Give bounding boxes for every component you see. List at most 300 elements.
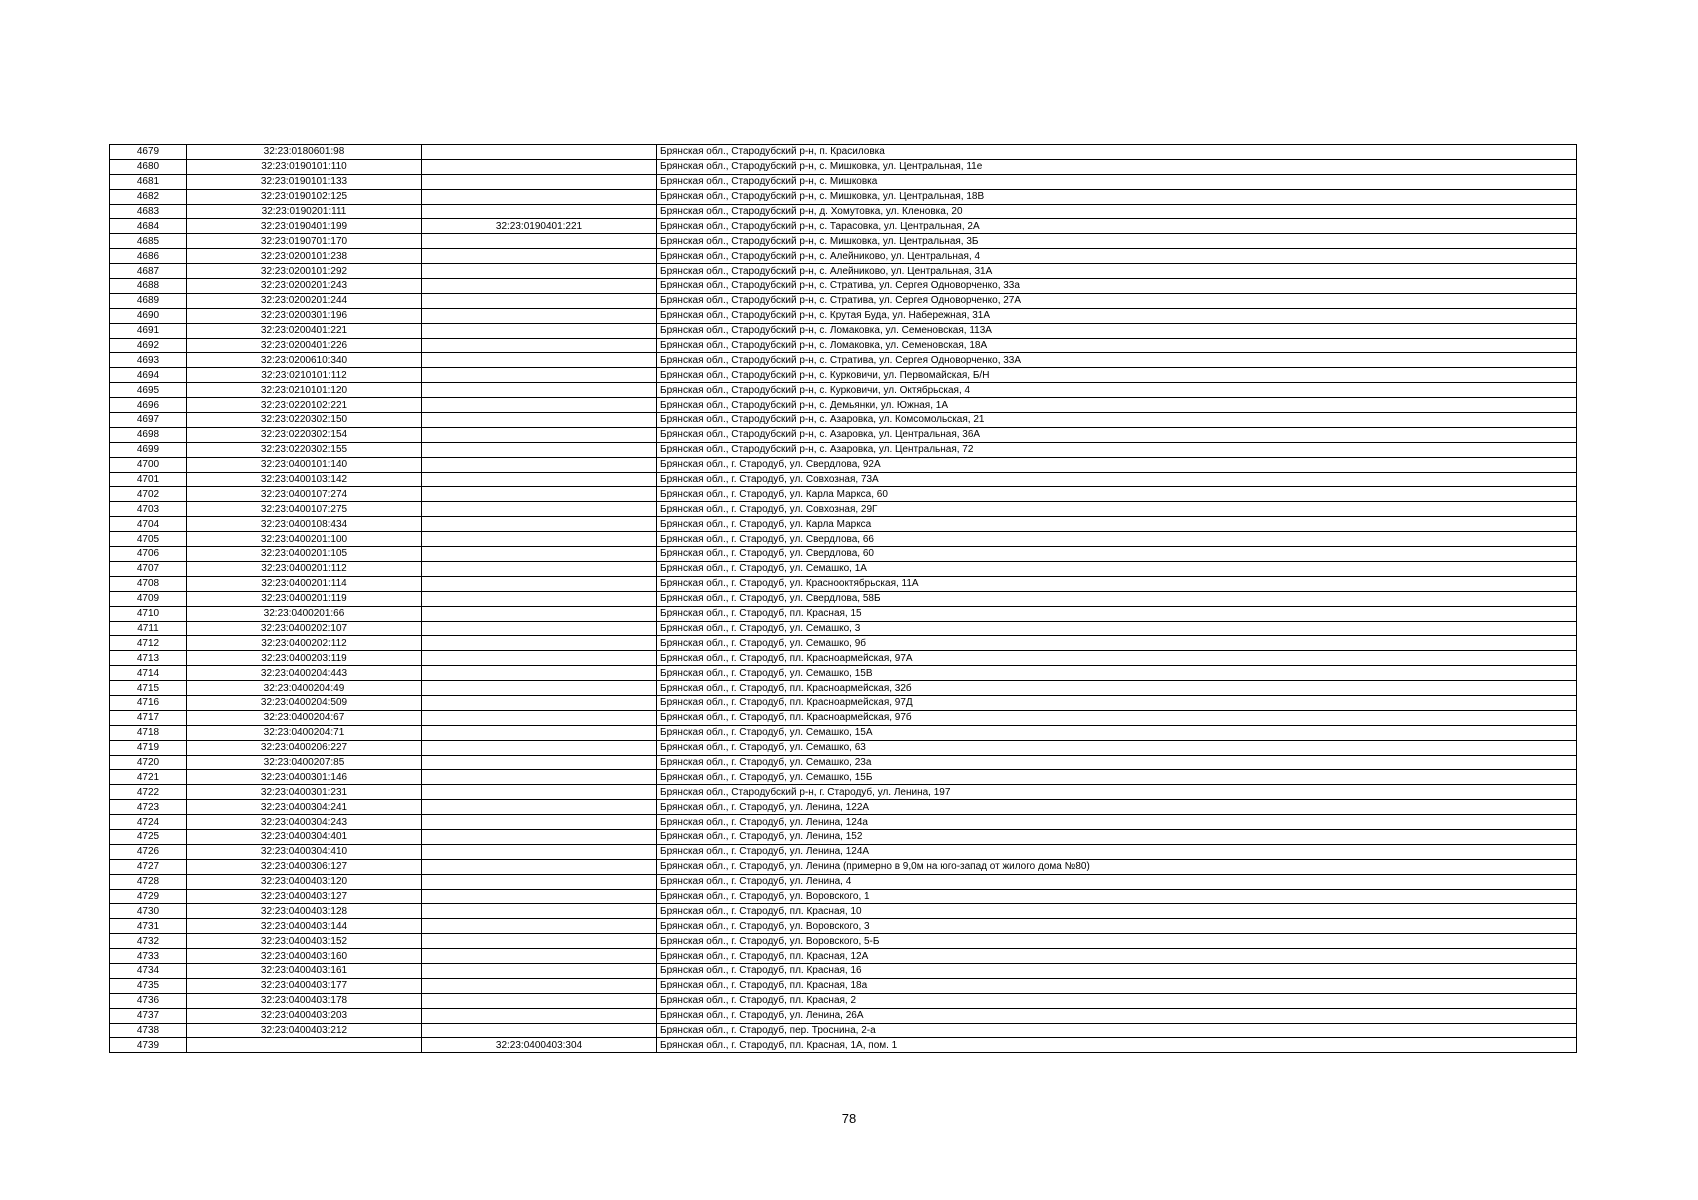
related-cadastral-number-cell: [422, 978, 657, 993]
row-number-cell: 4684: [110, 219, 187, 234]
address-cell: Брянская обл., г. Стародуб, пл. Красная, 16: [657, 963, 1577, 978]
address-cell: Брянская обл., г. Стародуб, ул. Ленина, 26А: [657, 1008, 1577, 1023]
table-row: [110, 829, 1577, 844]
row-number-cell: 4732: [110, 934, 187, 949]
row-number-cell: 4680: [110, 159, 187, 174]
address-cell: Брянская обл., г. Стародуб, ул. Краснооктябрьская, 11А: [657, 576, 1577, 591]
address-cell: Брянская обл., г. Стародуб, ул. Семашко, 23а: [657, 755, 1577, 770]
row-number-cell: 4735: [110, 978, 187, 993]
table-row: [110, 219, 1577, 234]
row-number-cell: 4683: [110, 204, 187, 219]
related-cadastral-number-cell: [422, 681, 657, 696]
address-cell: Брянская обл., Стародубский р-н, с. Мишковка, ул. Центральная, 18В: [657, 189, 1577, 204]
row-number-cell: 4688: [110, 279, 187, 294]
address-cell: Брянская обл., Стародубский р-н, с. Мишковка, ул. Центральная, 11е: [657, 159, 1577, 174]
related-cadastral-number-cell: [422, 368, 657, 383]
row-number-cell: 4720: [110, 755, 187, 770]
row-number-cell: 4681: [110, 174, 187, 189]
address-cell: Брянская обл., г. Стародуб, пл. Красноармейская, 97Д: [657, 695, 1577, 710]
related-cadastral-number-cell: [422, 740, 657, 755]
cadastral-number-cell: 32:23:0400403:212: [187, 1023, 422, 1038]
address-cell: Брянская обл., Стародубский р-н, с. Алейниково, ул. Центральная, 4: [657, 249, 1577, 264]
registry-table-container: [109, 144, 1576, 1053]
row-number-cell: 4695: [110, 383, 187, 398]
row-number-cell: 4696: [110, 398, 187, 413]
row-number-cell: 4707: [110, 561, 187, 576]
cadastral-number-cell: 32:23:0400204:49: [187, 681, 422, 696]
address-cell: Брянская обл., г. Стародуб, пл. Красная, 1А, пом. 1: [657, 1038, 1577, 1053]
related-cadastral-number-cell: [422, 234, 657, 249]
row-number-cell: 4739: [110, 1038, 187, 1053]
table-row: [110, 1038, 1577, 1053]
related-cadastral-number-cell: [422, 651, 657, 666]
table-row: [110, 1023, 1577, 1038]
cadastral-number-cell: 32:23:0200101:292: [187, 264, 422, 279]
cadastral-number-cell: 32:23:0400403:203: [187, 1008, 422, 1023]
related-cadastral-number-cell: [422, 725, 657, 740]
address-cell: Брянская обл., г. Стародуб, пер. Троснина, 2-а: [657, 1023, 1577, 1038]
address-cell: Брянская обл., г. Стародуб, пл. Красная, 12А: [657, 949, 1577, 964]
cadastral-number-cell: 32:23:0400204:67: [187, 710, 422, 725]
table-row: [110, 398, 1577, 413]
address-cell: Брянская обл., г. Стародуб, пл. Красноармейская, 97А: [657, 651, 1577, 666]
row-number-cell: 4731: [110, 919, 187, 934]
address-cell: Брянская обл., г. Стародуб, ул. Ленина, 4: [657, 874, 1577, 889]
address-cell: Брянская обл., г. Стародуб, ул. Ленина, 122А: [657, 800, 1577, 815]
table-row: [110, 621, 1577, 636]
related-cadastral-number-cell: [422, 189, 657, 204]
cadastral-number-cell: 32:23:0210101:120: [187, 383, 422, 398]
table-row: [110, 457, 1577, 472]
table-row: [110, 874, 1577, 889]
related-cadastral-number-cell: [422, 145, 657, 160]
row-number-cell: 4722: [110, 785, 187, 800]
table-row: [110, 353, 1577, 368]
related-cadastral-number-cell: [422, 710, 657, 725]
registry-table: [109, 144, 1577, 1053]
table-row: [110, 844, 1577, 859]
related-cadastral-number-cell: [422, 427, 657, 442]
table-row: [110, 532, 1577, 547]
table-row: [110, 547, 1577, 562]
address-cell: Брянская обл., Стародубский р-н, п. Красиловка: [657, 145, 1577, 160]
row-number-cell: 4712: [110, 636, 187, 651]
related-cadastral-number-cell: [422, 904, 657, 919]
table-row: [110, 413, 1577, 428]
cadastral-number-cell: 32:23:0400203:119: [187, 651, 422, 666]
table-row: [110, 293, 1577, 308]
table-row: [110, 725, 1577, 740]
table-row: [110, 859, 1577, 874]
related-cadastral-number-cell: [422, 785, 657, 800]
table-row: [110, 695, 1577, 710]
row-number-cell: 4704: [110, 517, 187, 532]
table-row: [110, 561, 1577, 576]
address-cell: Брянская обл., г. Стародуб, пл. Красноармейская, 97б: [657, 710, 1577, 725]
row-number-cell: 4730: [110, 904, 187, 919]
row-number-cell: 4728: [110, 874, 187, 889]
cadastral-number-cell: 32:23:0400304:401: [187, 829, 422, 844]
cadastral-number-cell: 32:23:0190101:110: [187, 159, 422, 174]
row-number-cell: 4733: [110, 949, 187, 964]
address-cell: Брянская обл., г. Стародуб, ул. Совхозная, 29Г: [657, 502, 1577, 517]
cadastral-number-cell: 32:23:0190101:133: [187, 174, 422, 189]
table-row: [110, 591, 1577, 606]
related-cadastral-number-cell: [422, 874, 657, 889]
row-number-cell: 4719: [110, 740, 187, 755]
table-row: [110, 174, 1577, 189]
related-cadastral-number-cell: 32:23:0190401:221: [422, 219, 657, 234]
table-row: [110, 755, 1577, 770]
table-row: [110, 442, 1577, 457]
cadastral-number-cell: 32:23:0400301:146: [187, 770, 422, 785]
table-row: [110, 681, 1577, 696]
table-row: [110, 279, 1577, 294]
row-number-cell: 4702: [110, 487, 187, 502]
cadastral-number-cell: 32:23:0220302:150: [187, 413, 422, 428]
table-row: [110, 264, 1577, 279]
table-row: [110, 234, 1577, 249]
related-cadastral-number-cell: [422, 338, 657, 353]
related-cadastral-number-cell: [422, 472, 657, 487]
address-cell: Брянская обл., Стародубский р-н, с. Ломаковка, ул. Семеновская, 18А: [657, 338, 1577, 353]
row-number-cell: 4736: [110, 993, 187, 1008]
row-number-cell: 4692: [110, 338, 187, 353]
cadastral-number-cell: 32:23:0190102:125: [187, 189, 422, 204]
cadastral-number-cell: 32:23:0200301:196: [187, 308, 422, 323]
row-number-cell: 4737: [110, 1008, 187, 1023]
related-cadastral-number-cell: [422, 636, 657, 651]
related-cadastral-number-cell: [422, 487, 657, 502]
address-cell: Брянская обл., Стародубский р-н, д. Хомутовка, ул. Кленовка, 20: [657, 204, 1577, 219]
cadastral-number-cell: 32:23:0400201:112: [187, 561, 422, 576]
table-row: [110, 502, 1577, 517]
row-number-cell: 4687: [110, 264, 187, 279]
address-cell: Брянская обл., г. Стародуб, ул. Семашко, 63: [657, 740, 1577, 755]
address-cell: Брянская обл., Стародубский р-н, с. Мишковка, ул. Центральная, 3Б: [657, 234, 1577, 249]
row-number-cell: 4715: [110, 681, 187, 696]
table-row: [110, 472, 1577, 487]
address-cell: Брянская обл., Стародубский р-н, с. Курковичи, ул. Октябрьская, 4: [657, 383, 1577, 398]
cadastral-number-cell: 32:23:0200201:243: [187, 279, 422, 294]
address-cell: Брянская обл., Стародубский р-н, с. Тарасовка, ул. Центральная, 2А: [657, 219, 1577, 234]
related-cadastral-number-cell: [422, 249, 657, 264]
row-number-cell: 4723: [110, 800, 187, 815]
row-number-cell: 4698: [110, 427, 187, 442]
related-cadastral-number-cell: [422, 934, 657, 949]
address-cell: Брянская обл., г. Стародуб, ул. Семашко, 3: [657, 621, 1577, 636]
cadastral-number-cell: 32:23:0200401:221: [187, 323, 422, 338]
row-number-cell: 4721: [110, 770, 187, 785]
related-cadastral-number-cell: [422, 829, 657, 844]
row-number-cell: 4717: [110, 710, 187, 725]
table-row: [110, 919, 1577, 934]
table-row: [110, 338, 1577, 353]
cadastral-number-cell: 32:23:0400204:509: [187, 695, 422, 710]
address-cell: Брянская обл., Стародубский р-н, с. Курковичи, ул. Первомайская, Б/Н: [657, 368, 1577, 383]
row-number-cell: 4703: [110, 502, 187, 517]
address-cell: Брянская обл., г. Стародуб, пл. Красная, 18а: [657, 978, 1577, 993]
address-cell: Брянская обл., Стародубский р-н, с. Алейниково, ул. Центральная, 31А: [657, 264, 1577, 279]
address-cell: Брянская обл., г. Стародуб, ул. Свердлова, 58Б: [657, 591, 1577, 606]
address-cell: Брянская обл., г. Стародуб, ул. Семашко, 15Б: [657, 770, 1577, 785]
address-cell: Брянская обл., Стародубский р-н, с. Стратива, ул. Сергея Одноворченко, 33А: [657, 353, 1577, 368]
address-cell: Брянская обл., г. Стародуб, пл. Красноармейская, 32б: [657, 681, 1577, 696]
table-row: [110, 651, 1577, 666]
row-number-cell: 4708: [110, 576, 187, 591]
row-number-cell: 4693: [110, 353, 187, 368]
address-cell: Брянская обл., г. Стародуб, ул. Ленина, 124А: [657, 844, 1577, 859]
table-row: [110, 889, 1577, 904]
address-cell: Брянская обл., г. Стародуб, ул. Семашко, 15А: [657, 725, 1577, 740]
address-cell: Брянская обл., г. Стародуб, ул. Семашко, 1А: [657, 561, 1577, 576]
address-cell: Брянская обл., г. Стародуб, ул. Ленина (примерно в 9,0м на юго-запад от жилого дома №80): [657, 859, 1577, 874]
related-cadastral-number-cell: [422, 413, 657, 428]
address-cell: Брянская обл., Стародубский р-н, с. Азаровка, ул. Центральная, 72: [657, 442, 1577, 457]
related-cadastral-number-cell: [422, 532, 657, 547]
cadastral-number-cell: 32:23:0200201:244: [187, 293, 422, 308]
table-row: [110, 949, 1577, 964]
address-cell: Брянская обл., Стародубский р-н, с. Мишковка: [657, 174, 1577, 189]
cadastral-number-cell: 32:23:0400403:177: [187, 978, 422, 993]
page-number: 78: [841, 1111, 857, 1126]
cadastral-number-cell: 32:23:0190401:199: [187, 219, 422, 234]
related-cadastral-number-cell: [422, 204, 657, 219]
cadastral-number-cell: 32:23:0400304:241: [187, 800, 422, 815]
table-row: [110, 800, 1577, 815]
related-cadastral-number-cell: [422, 1023, 657, 1038]
address-cell: Брянская обл., г. Стародуб, ул. Ленина, 152: [657, 829, 1577, 844]
address-cell: Брянская обл., г. Стародуб, ул. Воровского, 1: [657, 889, 1577, 904]
cadastral-number-cell: 32:23:0400304:243: [187, 815, 422, 830]
address-cell: Брянская обл., Стародубский р-н, с. Стратива, ул. Сергея Одноворченко, 33а: [657, 279, 1577, 294]
row-number-cell: 4711: [110, 621, 187, 636]
related-cadastral-number-cell: [422, 666, 657, 681]
cadastral-number-cell: 32:23:0400107:275: [187, 502, 422, 517]
related-cadastral-number-cell: [422, 770, 657, 785]
address-cell: Брянская обл., г. Стародуб, ул. Свердлова, 60: [657, 547, 1577, 562]
row-number-cell: 4685: [110, 234, 187, 249]
table-row: [110, 487, 1577, 502]
cadastral-number-cell: 32:23:0400403:128: [187, 904, 422, 919]
cadastral-number-cell: [187, 1038, 422, 1053]
related-cadastral-number-cell: [422, 353, 657, 368]
cadastral-number-cell: 32:23:0220302:155: [187, 442, 422, 457]
cadastral-number-cell: 32:23:0200401:226: [187, 338, 422, 353]
cadastral-number-cell: 32:23:0400201:114: [187, 576, 422, 591]
related-cadastral-number-cell: [422, 591, 657, 606]
address-cell: Брянская обл., г. Стародуб, ул. Ленина, 124а: [657, 815, 1577, 830]
cadastral-number-cell: 32:23:0400101:140: [187, 457, 422, 472]
table-row: [110, 815, 1577, 830]
related-cadastral-number-cell: [422, 844, 657, 859]
row-number-cell: 4724: [110, 815, 187, 830]
related-cadastral-number-cell: [422, 695, 657, 710]
address-cell: Брянская обл., Стародубский р-н, с. Азаровка, ул. Центральная, 36А: [657, 427, 1577, 442]
related-cadastral-number-cell: [422, 755, 657, 770]
cadastral-number-cell: 32:23:0400201:105: [187, 547, 422, 562]
address-cell: Брянская обл., г. Стародуб, ул. Семашко, 9б: [657, 636, 1577, 651]
table-row: [110, 904, 1577, 919]
row-number-cell: 4709: [110, 591, 187, 606]
table-row: [110, 249, 1577, 264]
address-cell: Брянская обл., г. Стародуб, пл. Красная, 2: [657, 993, 1577, 1008]
cadastral-number-cell: 32:23:0400304:410: [187, 844, 422, 859]
cadastral-number-cell: 32:23:0400107:274: [187, 487, 422, 502]
row-number-cell: 4690: [110, 308, 187, 323]
table-row: [110, 770, 1577, 785]
related-cadastral-number-cell: [422, 293, 657, 308]
cadastral-number-cell: 32:23:0400403:144: [187, 919, 422, 934]
cadastral-number-cell: 32:23:0400301:231: [187, 785, 422, 800]
cadastral-number-cell: 32:23:0400403:161: [187, 963, 422, 978]
table-row: [110, 189, 1577, 204]
related-cadastral-number-cell: [422, 606, 657, 621]
related-cadastral-number-cell: [422, 919, 657, 934]
related-cadastral-number-cell: [422, 576, 657, 591]
related-cadastral-number-cell: [422, 264, 657, 279]
address-cell: Брянская обл., Стародубский р-н, с. Крутая Буда, ул. Набережная, 31А: [657, 308, 1577, 323]
related-cadastral-number-cell: [422, 502, 657, 517]
related-cadastral-number-cell: [422, 398, 657, 413]
address-cell: Брянская обл., Стародубский р-н, с. Демьянки, ул. Южная, 1А: [657, 398, 1577, 413]
cadastral-number-cell: 32:23:0400306:127: [187, 859, 422, 874]
row-number-cell: 4714: [110, 666, 187, 681]
address-cell: Брянская обл., г. Стародуб, ул. Карла Маркса: [657, 517, 1577, 532]
row-number-cell: 4697: [110, 413, 187, 428]
cadastral-number-cell: 32:23:0400207:85: [187, 755, 422, 770]
address-cell: Брянская обл., Стародубский р-н, с. Ломаковка, ул. Семеновская, 113А: [657, 323, 1577, 338]
cadastral-number-cell: 32:23:0400201:100: [187, 532, 422, 547]
table-row: [110, 785, 1577, 800]
table-row: [110, 710, 1577, 725]
row-number-cell: 4725: [110, 829, 187, 844]
related-cadastral-number-cell: [422, 815, 657, 830]
cadastral-number-cell: 32:23:0210101:112: [187, 368, 422, 383]
address-cell: Брянская обл., Стародубский р-н, г. Стародуб, ул. Ленина, 197: [657, 785, 1577, 800]
cadastral-number-cell: 32:23:0400204:71: [187, 725, 422, 740]
row-number-cell: 4691: [110, 323, 187, 338]
table-row: [110, 1008, 1577, 1023]
related-cadastral-number-cell: [422, 1008, 657, 1023]
cadastral-number-cell: 32:23:0400206:227: [187, 740, 422, 755]
row-number-cell: 4729: [110, 889, 187, 904]
related-cadastral-number-cell: [422, 800, 657, 815]
table-row: [110, 963, 1577, 978]
table-row: [110, 427, 1577, 442]
cadastral-number-cell: 32:23:0180601:98: [187, 145, 422, 160]
cadastral-number-cell: 32:23:0220302:154: [187, 427, 422, 442]
related-cadastral-number-cell: 32:23:0400403:304: [422, 1038, 657, 1053]
cadastral-number-cell: 32:23:0400103:142: [187, 472, 422, 487]
related-cadastral-number-cell: [422, 561, 657, 576]
cadastral-number-cell: 32:23:0400403:160: [187, 949, 422, 964]
cadastral-number-cell: 32:23:0400403:152: [187, 934, 422, 949]
row-number-cell: 4686: [110, 249, 187, 264]
row-number-cell: 4716: [110, 695, 187, 710]
row-number-cell: 4706: [110, 547, 187, 562]
table-row: [110, 606, 1577, 621]
related-cadastral-number-cell: [422, 547, 657, 562]
cadastral-number-cell: 32:23:0190201:111: [187, 204, 422, 219]
address-cell: Брянская обл., г. Стародуб, пл. Красная, 15: [657, 606, 1577, 621]
table-row: [110, 576, 1577, 591]
related-cadastral-number-cell: [422, 383, 657, 398]
table-row: [110, 517, 1577, 532]
cadastral-number-cell: 32:23:0400403:120: [187, 874, 422, 889]
cadastral-number-cell: 32:23:0400403:178: [187, 993, 422, 1008]
related-cadastral-number-cell: [422, 963, 657, 978]
row-number-cell: 4727: [110, 859, 187, 874]
cadastral-number-cell: 32:23:0400202:112: [187, 636, 422, 651]
row-number-cell: 4700: [110, 457, 187, 472]
cadastral-number-cell: 32:23:0400201:119: [187, 591, 422, 606]
address-cell: Брянская обл., г. Стародуб, ул. Совхозная, 73А: [657, 472, 1577, 487]
table-row: [110, 145, 1577, 160]
table-row: [110, 993, 1577, 1008]
related-cadastral-number-cell: [422, 323, 657, 338]
cadastral-number-cell: 32:23:0200610:340: [187, 353, 422, 368]
table-row: [110, 204, 1577, 219]
cadastral-number-cell: 32:23:0220102:221: [187, 398, 422, 413]
table-row: [110, 323, 1577, 338]
table-row: [110, 159, 1577, 174]
related-cadastral-number-cell: [422, 457, 657, 472]
table-row: [110, 978, 1577, 993]
address-cell: Брянская обл., г. Стародуб, ул. Воровского, 3: [657, 919, 1577, 934]
cadastral-number-cell: 32:23:0400204:443: [187, 666, 422, 681]
related-cadastral-number-cell: [422, 442, 657, 457]
cadastral-number-cell: 32:23:0400108:434: [187, 517, 422, 532]
related-cadastral-number-cell: [422, 279, 657, 294]
table-row: [110, 666, 1577, 681]
address-cell: Брянская обл., г. Стародуб, ул. Воровского, 5-Б: [657, 934, 1577, 949]
table-row: [110, 308, 1577, 323]
cadastral-number-cell: 32:23:0400403:127: [187, 889, 422, 904]
row-number-cell: 4710: [110, 606, 187, 621]
row-number-cell: 4705: [110, 532, 187, 547]
table-row: [110, 368, 1577, 383]
related-cadastral-number-cell: [422, 859, 657, 874]
row-number-cell: 4701: [110, 472, 187, 487]
row-number-cell: 4699: [110, 442, 187, 457]
related-cadastral-number-cell: [422, 889, 657, 904]
row-number-cell: 4679: [110, 145, 187, 160]
table-row: [110, 934, 1577, 949]
row-number-cell: 4738: [110, 1023, 187, 1038]
related-cadastral-number-cell: [422, 159, 657, 174]
registry-table-body: [110, 145, 1577, 1053]
related-cadastral-number-cell: [422, 308, 657, 323]
table-row: [110, 636, 1577, 651]
address-cell: Брянская обл., г. Стародуб, пл. Красная, 10: [657, 904, 1577, 919]
cadastral-number-cell: 32:23:0400202:107: [187, 621, 422, 636]
address-cell: Брянская обл., Стародубский р-н, с. Стратива, ул. Сергея Одноворченко, 27А: [657, 293, 1577, 308]
address-cell: Брянская обл., Стародубский р-н, с. Азаровка, ул. Комсомольская, 21: [657, 413, 1577, 428]
row-number-cell: 4689: [110, 293, 187, 308]
cadastral-number-cell: 32:23:0190701:170: [187, 234, 422, 249]
row-number-cell: 4713: [110, 651, 187, 666]
related-cadastral-number-cell: [422, 993, 657, 1008]
address-cell: Брянская обл., г. Стародуб, ул. Карла Маркса, 60: [657, 487, 1577, 502]
row-number-cell: 4682: [110, 189, 187, 204]
address-cell: Брянская обл., г. Стародуб, ул. Свердлова, 92А: [657, 457, 1577, 472]
row-number-cell: 4726: [110, 844, 187, 859]
address-cell: Брянская обл., г. Стародуб, ул. Семашко, 15В: [657, 666, 1577, 681]
related-cadastral-number-cell: [422, 621, 657, 636]
related-cadastral-number-cell: [422, 949, 657, 964]
row-number-cell: 4694: [110, 368, 187, 383]
